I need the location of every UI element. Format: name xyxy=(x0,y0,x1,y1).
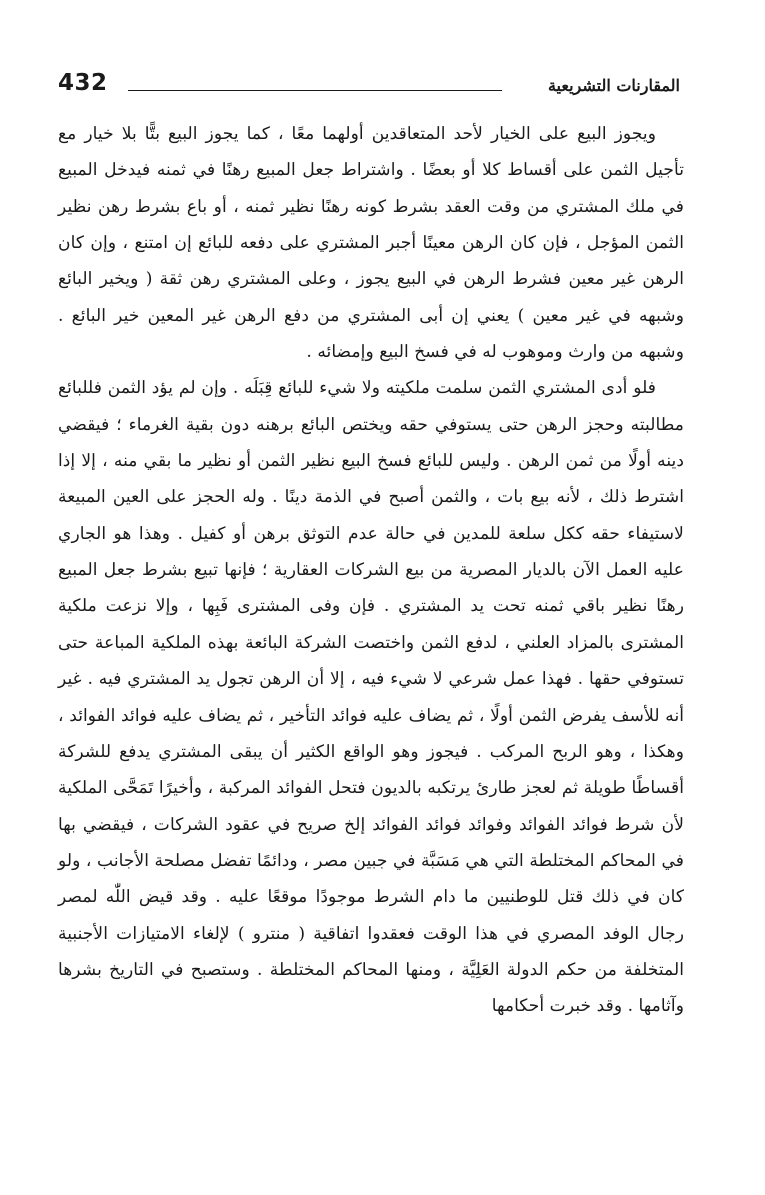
paragraph: فلو أدى المشتري الثمن سلمت ملكيته ولا شيء للبائع قِبَلَه . وإن لم يؤد الثمن فللبائع مطالبته وحجز الرهن حتى يستوفي حقه ويختص البائع برهنه دون بقية الغرماء ؛ فيقضي دينه أولًا من ثمن الرهن . وليس للبائع فسخ البيع نظير الثمن أو نظير ما بقي منه ، إلا إذا اشترط ذلك ، لأنه بيع بات ، والثمن أصبح في الذمة دينًا . وله الحجز على العين المبيعة لاستيفاء حقه ككل سلعة للمدين في حالة عدم التوثق برهن أو كفيل . وهذا هو الجاري عليه العمل الآن بالديار المصرية من بيع الشركات العقارية ؛ فإنها تبيع بشرط جعل المبيع رهنًا نظير باقي ثمنه تحت يد المشتري . فإن وفى المشترى فَبِها ، وإلا نزعت ملكية المشترى بالمزاد العلني ، لدفع الثمن واختصت الشركة البائعة بهذه الملكية المباعة حتى تستوفي حقها . فهذا عمل شرعي لا شيء فيه ، إلا أن الرهن تجول يد المشتري فيه . غير أنه للأسف يفرض الثمن أولًا ، ثم يضاف عليه فوائد التأخير ، ثم يضاف عليه فوائد الفوائد ، وهكذا ، وهو الربح المركب . فيجوز وهو الواقع الكثير أن يبقى المشتري يدفع للشركة أقساطًا طويلة ثم لعجز طارئ يرتكبه بالديون فتحل الفوائد المركبة ، وأخيرًا تَمَحَّى الملكية لأن شرط فوائد الفوائد وفوائد فوائد الفوائد إلخ صريح في عقود الشركات ، فيقضي بها في المحاكم المختلطة التي هي مَسَبَّة في جبين مصر ، ودائمًا تفضل مصلحة الأجانب ، ولو كان في ذلك قتل للوطنيين ما دام الشرط موجودًا موقعًا عليه . وقد قيض اللّٰه لمصر رجال الوفد المصري في هذا الوقت فعقدوا اتفاقية ( منترو ) لإلغاء الامتيازات الأجنبية المتخلفة من حكم الدولة العَلِيَّة ، ومنها المحاكم المختلطة . وستصبح في التاريخ بشرها وآثامها . وقد خبرت أحكامها xyxy=(58,378,685,1017)
running-title: المقارنات التشريعية xyxy=(547,76,680,95)
body-text xyxy=(58,116,684,1025)
header-rule xyxy=(128,90,502,91)
running-header xyxy=(58,70,684,110)
page-number: 432 xyxy=(58,70,108,96)
paragraph: ويجوز البيع على الخيار لأحد المتعاقدين أولهما معًا ، كما يجوز البيع بتًّا بلا خيار مع تأجيل الثمن على أقساط كلا أو بعضًا . واشتراط جعل المبيع رهنًا في ثمنه فيدخل المبيع في ملك المشتري من وقت العقد بشرط كونه رهنًا نظير ثمنه ، أو باع بشرط رهن نظير الثمن المؤجل ، فإن كان الرهن معينًا أجبر المشتري على دفعه للبائع إن امتنع ، وإن كان الرهن غير معين فشرط الرهن في البيع يجوز ، وعلى المشتري رهن ثقة ( ويخير البائع وشبهه في غير معين ) يعني إن أبى المشتري من دفع الرهن غير المعين خير البائع . وشبهه من وارث وموهوب له في فسخ البيع وإمضائه . xyxy=(58,124,684,363)
book-page xyxy=(58,70,684,1180)
